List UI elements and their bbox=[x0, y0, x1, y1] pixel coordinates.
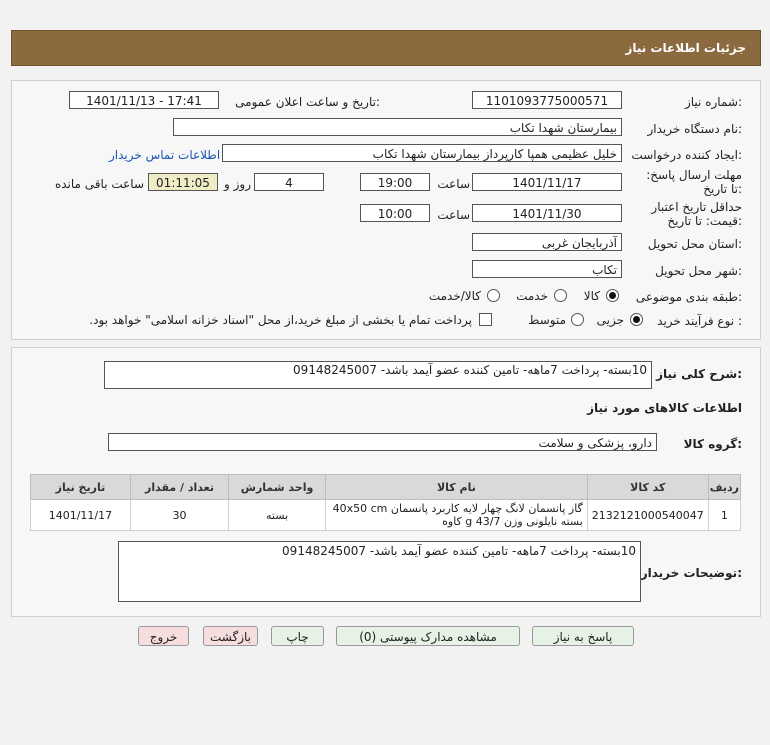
reply-button[interactable]: پاسخ به نیاز bbox=[532, 626, 634, 646]
goods-group-label: گروه کالا: bbox=[683, 437, 742, 451]
col-date: تاریخ نیاز bbox=[31, 475, 131, 500]
price-validity-label: حداقل تاریخ اعتبار قیمت: تا تاریخ: bbox=[651, 200, 742, 228]
goods-section-title: اطلاعات کالاهای مورد نیاز bbox=[587, 401, 742, 415]
contact-buyer-link[interactable]: اطلاعات تماس خریدار bbox=[109, 148, 221, 162]
category-radio-service[interactable] bbox=[554, 289, 567, 302]
process-radio-medium[interactable] bbox=[571, 313, 584, 326]
cell-unit: بسته bbox=[229, 500, 326, 531]
category-radio-goods-service[interactable] bbox=[487, 289, 500, 302]
exit-button[interactable]: خروج bbox=[138, 626, 189, 646]
validity-date-field: 1401/11/30 bbox=[472, 204, 622, 222]
province-label: استان محل تحویل: bbox=[647, 237, 742, 251]
validity-time-field: 10:00 bbox=[360, 204, 430, 222]
buyer-notes-label: توضیحات خریدار: bbox=[640, 566, 742, 580]
buyer-org-field: بیمارستان شهدا تکاب bbox=[173, 118, 622, 136]
print-button[interactable]: چاپ bbox=[271, 626, 324, 646]
remaining-time-field: 01:11:05 bbox=[148, 173, 218, 191]
reply-time-field: 19:00 bbox=[360, 173, 430, 191]
city-field: تکاب bbox=[472, 260, 622, 278]
days-label: روز و bbox=[224, 177, 251, 191]
col-code: کد کالا bbox=[587, 475, 708, 500]
col-qty: تعداد / مقدار bbox=[130, 475, 228, 500]
process-label: نوع فرآیند خرید : bbox=[657, 314, 742, 328]
payment-note: پرداخت تمام یا بخشی از مبلغ خرید،از محل "اسناد خزانه اسلامی" خواهد بود. bbox=[89, 313, 472, 327]
category-label: طبقه بندی موضوعی: bbox=[635, 290, 742, 304]
process-radio-partial[interactable] bbox=[630, 313, 643, 326]
cell-code: 2132121000540047 bbox=[587, 500, 708, 531]
buyer-org-label: نام دستگاه خریدار: bbox=[647, 122, 742, 136]
description-field: 10بسته- پرداخت 7ماهه- تامین کننده عضو آیمد باشد- 09148245007 bbox=[104, 361, 652, 389]
need-number-label: شماره نیاز: bbox=[684, 95, 742, 109]
cell-name: گاز پانسمان لانگ چهار لایه کاربرد پانسمان 40x50 cm بسته نایلونی وزن 43/7 g کاوه bbox=[325, 500, 587, 531]
days-field: 4 bbox=[254, 173, 324, 191]
announce-label: تاریخ و ساعت اعلان عمومی: bbox=[235, 95, 380, 109]
category-radio-goods[interactable] bbox=[606, 289, 619, 302]
page-title: جزئیات اطلاعات نیاز bbox=[625, 41, 746, 55]
description-label: شرح کلی نیاز: bbox=[656, 367, 742, 381]
category-option-goods: کالا bbox=[583, 289, 600, 303]
reply-date-field: 1401/11/17 bbox=[472, 173, 622, 191]
remaining-label: ساعت باقی مانده bbox=[54, 177, 144, 191]
category-option-goods-service: کالا/خدمت bbox=[428, 289, 481, 303]
col-name: نام کالا bbox=[325, 475, 587, 500]
table-row bbox=[31, 500, 741, 531]
province-field: آذربایجان غربی bbox=[472, 233, 622, 251]
col-index: ردیف bbox=[708, 475, 740, 500]
cell-qty: 30 bbox=[130, 500, 228, 531]
page-header bbox=[11, 30, 761, 66]
process-option-partial: جزیی bbox=[596, 313, 624, 327]
category-option-service: خدمت bbox=[516, 289, 548, 303]
process-option-medium: متوسط bbox=[528, 313, 566, 327]
back-button[interactable]: بازگشت bbox=[203, 626, 258, 646]
cell-index: 1 bbox=[708, 500, 740, 531]
goods-table bbox=[30, 474, 741, 531]
buyer-notes-field: 10بسته- پرداخت 7ماهه- تامین کننده عضو آیمد باشد- 09148245007 bbox=[118, 541, 641, 602]
cell-date: 1401/11/17 bbox=[31, 500, 131, 531]
goods-group-field: دارو، پزشکی و سلامت bbox=[108, 433, 657, 451]
attachments-button[interactable]: مشاهده مدارک پیوستی (0) bbox=[336, 626, 520, 646]
treasury-checkbox[interactable] bbox=[479, 313, 492, 326]
requester-label: ایجاد کننده درخواست: bbox=[631, 148, 742, 162]
reply-time-label: ساعت bbox=[437, 177, 470, 191]
announce-field: 1401/11/13 - 17:41 bbox=[69, 91, 219, 109]
requester-field: خلیل عظیمی همپا کارپرداز بیمارستان شهدا تکاب bbox=[222, 144, 622, 162]
city-label: شهر محل تحویل: bbox=[655, 264, 742, 278]
need-number-field: 1101093775000571 bbox=[472, 91, 622, 109]
col-unit: واحد شمارش bbox=[229, 475, 326, 500]
reply-deadline-label: مهلت ارسال پاسخ: تا تاریخ: bbox=[646, 168, 742, 196]
table-header-row bbox=[31, 475, 741, 500]
validity-time-label: ساعت bbox=[437, 208, 470, 222]
